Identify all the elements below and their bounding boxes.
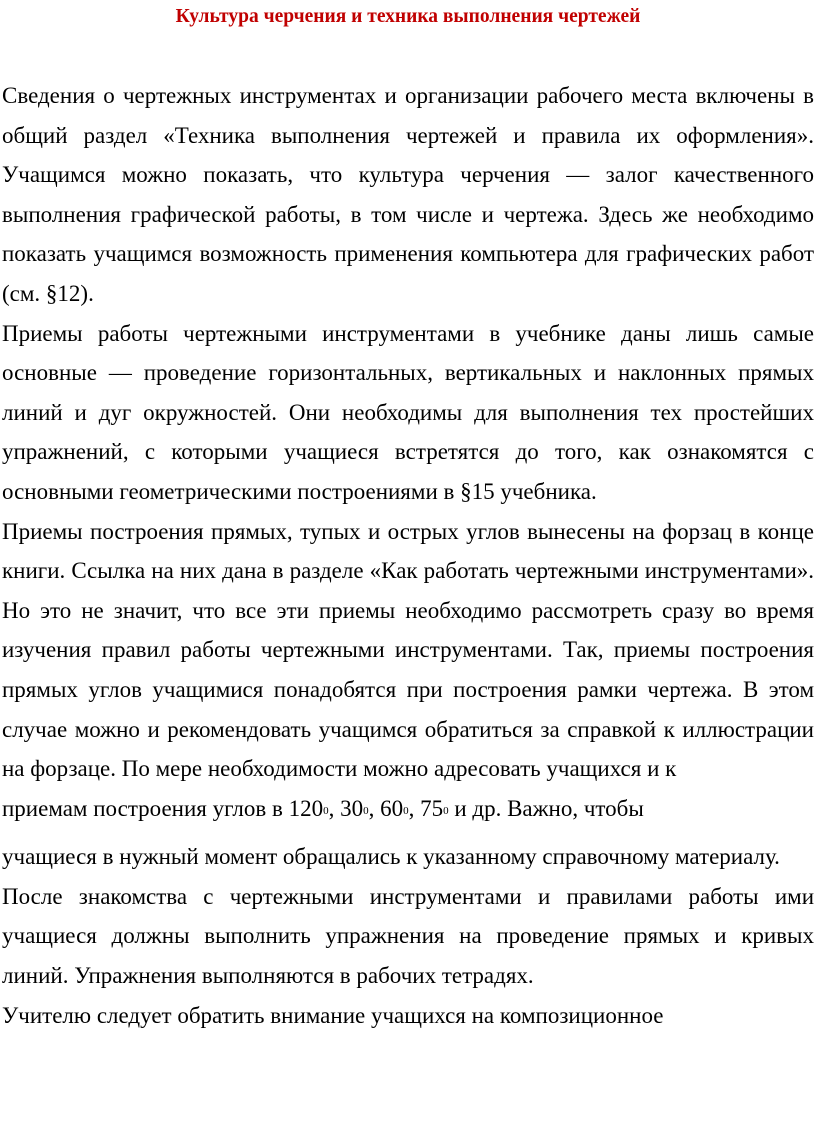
paragraph-5: Учителю следует обратить внимание учащихся на композиционное — [2, 1002, 664, 1028]
angle-30: 30 — [340, 795, 364, 821]
degree-mark: 0 — [363, 804, 369, 817]
angle-120: 120 — [288, 795, 324, 821]
paragraph-2: Приемы работы чертежными инструментами в учебнике даны лишь самые основные — проведение горизонтальных, вертикальных и наклонных прямых линий и дуг окружностей. Они необходимы для выполнения тех простейших упражнений, с которыми учащиеся встретятся до того, как ознакомятся с основными геометрическими построениями в §15 учебника. — [2, 320, 814, 504]
paragraph-1: Сведения о чертежных инструментах и организации рабочего места включены в общий раздел «Техника выполнения чертежей и правила их оформления». Учащимся можно показать, что культура черчения — залог качественного выполнения графической работы, в том числе и чертежа. Здесь же необходимо показать учащимся возможность применения компьютера для графических работ (см. §12). — [2, 83, 814, 306]
degree-mark: 0 — [323, 804, 329, 817]
paragraph-3-continuation: учащиеся в нужный момент обращались к указанному справочному материалу. — [2, 844, 780, 870]
angle-60: 60 — [380, 795, 404, 821]
paragraph-4: После знакомства с чертежными инструментами и правилами работы ими учащиеся должны выполнить упражнения на проведение прямых и кривых линий. Упражнения выполняются в рабочих тетрадях. — [2, 883, 814, 989]
angle-separator: , — [408, 795, 421, 821]
angle-separator: , — [368, 795, 381, 821]
paragraph-3: Приемы построения прямых, тупых и острых углов вынесены на форзац в конце книги. Ссылка на них дана в разделе «Как работать чертежными инструментами». Но это не значит, что все эти приемы необходимо рассмотреть сразу во время изучения правил работы чертежными инструментами. Так, приемы построения прямых углов учащимися понадобятся при построения рамки чертежа. В этом случае можно и рекомендовать учащимся обратиться за справкой к иллюстрации на форзаце. По мере необходимости можно адресовать учащихся и к — [2, 518, 814, 782]
angle-75: 75 — [420, 795, 444, 821]
degree-mark: 0 — [443, 804, 449, 817]
angles-prefix: приемам построения углов в — [2, 795, 289, 821]
angles-suffix: и др. Важно, чтобы — [448, 795, 644, 821]
angle-separator: , — [328, 795, 341, 821]
paragraph-3-angles-line — [2, 789, 814, 829]
document-body — [2, 76, 814, 1035]
document-title: Культура черчения и техника выполнения чертежей — [175, 6, 641, 27]
degree-mark: 0 — [403, 804, 409, 817]
